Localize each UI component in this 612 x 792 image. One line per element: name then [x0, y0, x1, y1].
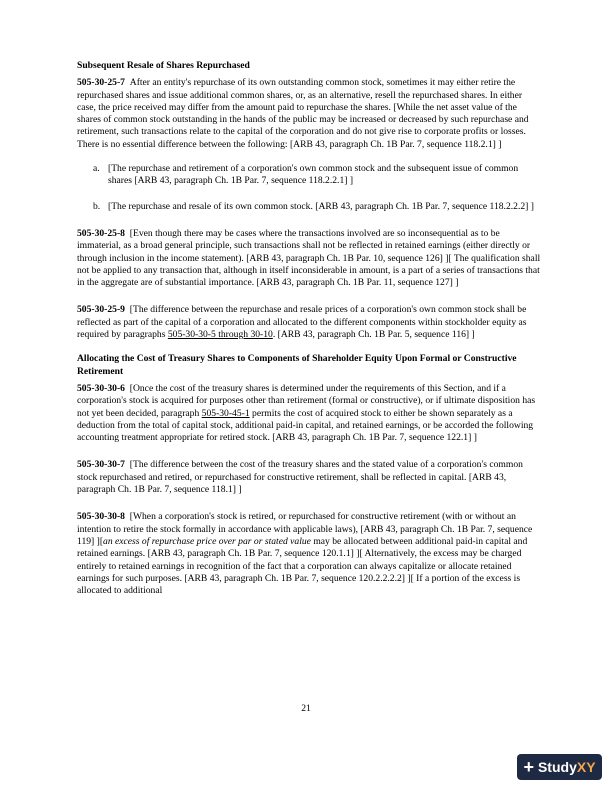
paragraph-reference-link[interactable]: 505-30-45-1	[201, 407, 250, 419]
list-item-text: [The repurchase and retirement of a corporation's own common stock and the subsequent issue of common shares [ARB 43, paragraph Ch. 1B Par. 7, sequence 118.2.2.1] ]	[108, 163, 519, 187]
page-number: 21	[301, 703, 311, 714]
list-item-text: [The repurchase and resale of its own common stock. [ARB 43, paragraph Ch. 1B Par. 7, sequence 118.2.2.2] ]	[108, 200, 534, 212]
list-marker: b.	[93, 200, 101, 212]
section-heading-subsequent-resale: Subsequent Resale of Shares Repurchased	[77, 60, 250, 71]
paragraph-text: After an entity's repurchase of its own outstanding common stock, sometimes it may either retire the repurchased shares and issue additional common shares, or, as an alternative, resell the repurchased shares. In either case, the price received may differ from the amount paid to repurchase the shares. [While the net asset value of the shares of common stock outstanding in the hands of the public may be increased or decreased by such repurchase and retirement, such transactions relate to the capital of the corporation and do not give rise to corporate profits or losses. There is no essential difference between the following: [ARB 43, paragraph Ch. 1B Par. 7, sequence 118.2.1] ]	[77, 77, 529, 150]
list-item	[77, 201, 543, 213]
page-content	[77, 60, 543, 612]
paragraph-text: [The difference between the repurchase and resale prices of a corporation's own common stock shall be reflected as part of the capital of a corporation and allocated to the different components within stockholder equity as required by paragraphs	[77, 304, 527, 341]
paragraph-505-30-30-7	[77, 459, 543, 496]
paragraph-code: 505-30-25-9	[77, 304, 125, 316]
paragraph-505-30-25-7	[77, 77, 543, 151]
paragraph-505-30-25-8	[77, 228, 543, 289]
paragraph-code: 505-30-30-8	[77, 511, 125, 523]
paragraph-code: 505-30-30-6	[77, 382, 125, 394]
transaction-list	[77, 163, 543, 213]
paragraph-code: 505-30-25-8	[77, 227, 125, 239]
paragraph-text: may be allocated between additional paid-in capital and retained earnings. [ARB 43, paragraph Ch. 1B Par. 7, sequence 120.1.1] ][ Alternatively, the excess may be charged entirely to retained earnings in recognition of the fact that a corporation can always capitalize or allocate retained earnings for such purposes. [ARB 43, paragraph Ch. 1B Par. 7, sequence 120.2.2.2.2] ][ If a portion of the excess is allocated to additional	[77, 535, 528, 597]
paragraph-reference-link[interactable]: 505-30-30-5 through 30-10	[167, 329, 273, 341]
paragraph-505-30-30-8	[77, 511, 543, 597]
paragraph-505-30-25-9	[77, 304, 543, 341]
paragraph-text: permits the cost of acquired stock to either be shown separately as a deduction from the total of capital stock, additional paid-in capital, and retained earnings, or be accorded the following accounting treatment appropriate for retired stock. [ARB 43, paragraph Ch. 1B Par. 7, sequence 122.1] ]	[77, 407, 534, 444]
list-item	[77, 163, 543, 188]
paragraph-505-30-30-6	[77, 383, 543, 444]
badge-text-accent: XY	[576, 759, 596, 775]
plus-icon: +	[523, 757, 534, 777]
section-heading-allocating-cost: Allocating the Cost of Treasury Shares to Components of Shareholder Equity Upon Formal or Constructive Retirement	[77, 353, 517, 377]
studyxy-badge[interactable]	[517, 754, 602, 780]
paragraph-text: [When a corporation's stock is retired, or repurchased for constructive retirement (with or without an intention to retire the stock formally in accordance with applicable laws), [ARB 43, paragraph Ch. 1B Par. 7, sequence 119] ][	[77, 511, 533, 547]
paragraph-code: 505-30-25-7	[77, 77, 125, 89]
paragraph-italic-text: an excess of repurchase price over par or stated value	[103, 535, 311, 547]
paragraph-text: [The difference between the cost of the treasury shares and the stated value of a corporation's common stock repurchased and retired, or repurchased for constructive retirement, shall be reflected in capital. [ARB 43, paragraph Ch. 1B Par. 7, sequence 118.1] ]	[77, 459, 523, 496]
badge-text-main: Study	[537, 759, 577, 775]
paragraph-code: 505-30-30-7	[77, 459, 125, 471]
list-marker: a.	[93, 163, 100, 175]
paragraph-text: [Even though there may be cases where the transactions involved are so inconsequential as to be immaterial, as a broad general principle, such transactions shall not be reflected in retained earnings (either directly or through inclusion in the income statement). [ARB 43, paragraph Ch. 1B Par. 10, sequence 126] ][ The qualification shall not be applied to any transaction that, although in itself inconsiderable in amount, is a part of a series of transactions that in the aggregate are of substantial importance. [ARB 43, paragraph Ch. 1B Par. 11, sequence 127] ]	[77, 227, 541, 289]
paragraph-text: . [ARB 43, paragraph Ch. 1B Par. 5, sequence 116] ]	[272, 329, 475, 341]
paragraph-text: [Once the cost of the treasury shares is determined under the requirements of this Section, and if a corporation's stock is acquired for purposes other than retirement (formal or constructive), or if ultimate disposition has not yet been decided, paragraph	[77, 382, 536, 419]
